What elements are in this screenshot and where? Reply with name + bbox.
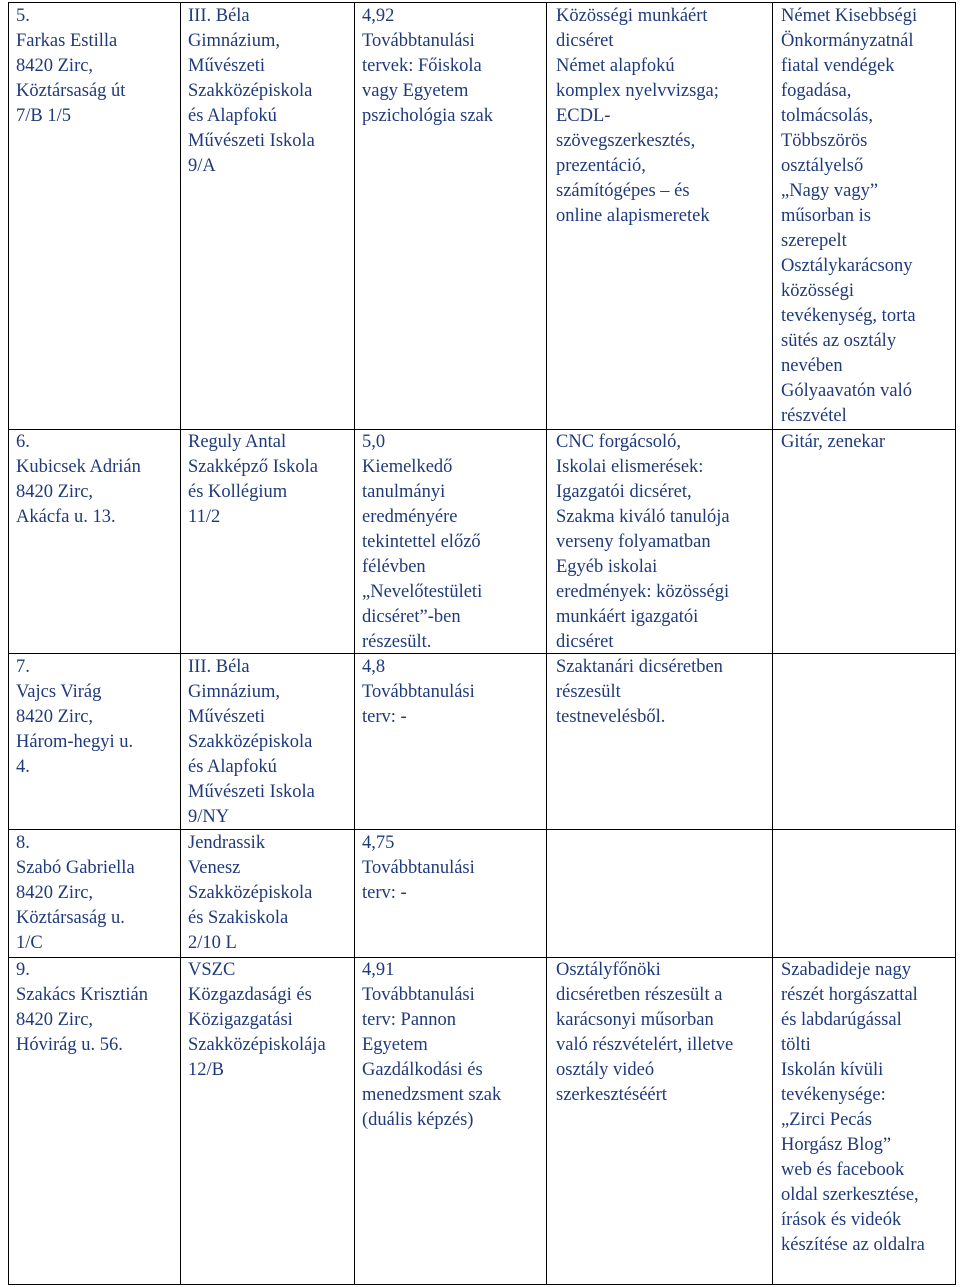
student-cell: 8. Szabó Gabriella 8420 Zirc, Köztársaság u. 1/C: [16, 833, 135, 953]
results-cell: 4,92 Továbbtanulási tervek: Főiskola vagy Egyetem pszichológia szak: [362, 6, 493, 126]
column-divider: [180, 2, 181, 1284]
column-divider: [546, 2, 547, 1284]
activities-cell: Gitár, zenekar: [781, 432, 886, 452]
table-border-top: [8, 2, 956, 3]
school-cell: III. Béla Gimnázium, Művészeti Szakközépiskola és Alapfokú Művészeti Iskola 9/NY: [188, 657, 315, 827]
achievements-cell: Közösségi munkáért dicséret Német alapfokú komplex nyelvvizsga; ECDL- szövegszerkesztés, prezentáció, számítógépes – és online alapismeretek: [556, 6, 719, 226]
achievements-cell: CNC forgácsoló, Iskolai elismerések: Igazgatói dicséret, Szakma kiváló tanulója verseny folyamatban Egyéb iskolai eredmények: közösségi munkáért igazgatói dicséret: [556, 432, 730, 652]
table-border-right: [955, 2, 956, 1284]
row-divider: [8, 829, 956, 830]
results-cell: 4,75 Továbbtanulási terv: -: [362, 833, 475, 903]
results-cell: 5,0 Kiemelkedő tanulmányi eredményére tekintettel előző félévben „Nevelőtestületi dicséret”-ben részesült.: [362, 432, 483, 652]
school-cell: Jendrassik Venesz Szakközépiskola és Szakiskola 2/10 L: [188, 833, 313, 953]
activities-cell: Német Kisebbségi Önkormányzatnál fiatal vendégek fogadása, tolmácsolás, Többszörös osztályelső „Nagy vagy” műsorban is szerepelt Osztálykarácsony közösségi tevékenység, torta sütés az osztály nevében Gólyaavatón való részvétel: [781, 6, 918, 426]
achievements-cell: Osztályfőnöki dicséretben részesült a karácsonyi műsorban való részvételért, illetve osztály videó szerkesztéséért: [556, 960, 734, 1105]
student-cell: 9. Szakács Krisztián 8420 Zirc, Hóvirág u. 56.: [16, 960, 149, 1055]
school-cell: VSZC Közgazdasági és Közigazgatási Szakközépiskolája 12/B: [188, 960, 326, 1080]
column-divider: [354, 2, 355, 1284]
results-cell: 4,8 Továbbtanulási terv: -: [362, 657, 475, 727]
column-divider: [772, 2, 773, 1284]
student-cell: 7. Vajcs Virág 8420 Zirc, Három-hegyi u. 4.: [16, 657, 134, 777]
results-cell: 4,91 Továbbtanulási terv: Pannon Egyetem Gazdálkodási és menedzsment szak (duális képzés): [362, 960, 502, 1130]
school-cell: Reguly Antal Szakképző Iskola és Kollégium 11/2: [188, 432, 318, 527]
student-cell: 5. Farkas Estilla 8420 Zirc, Köztársaság út 7/B 1/5: [16, 6, 126, 126]
achievements-cell: Szaktanári dicséretben részesült testnevelésből.: [556, 657, 723, 727]
table-border-left: [8, 2, 9, 1284]
school-cell: III. Béla Gimnázium, Művészeti Szakközépiskola és Alapfokú Művészeti Iskola 9/A: [188, 6, 315, 176]
student-cell: 6. Kubicsek Adrián 8420 Zirc, Akácfa u. 13.: [16, 432, 141, 527]
activities-cell: Szabadideje nagy részét horgászattal és labdarúgással tölti Iskolán kívüli tevékenysége: „Zirci Pecás Horgász Blog” web és facebook oldal szerkesztése, írások és videók készítése az oldalra: [781, 960, 925, 1255]
table-border-bottom: [8, 1284, 956, 1285]
